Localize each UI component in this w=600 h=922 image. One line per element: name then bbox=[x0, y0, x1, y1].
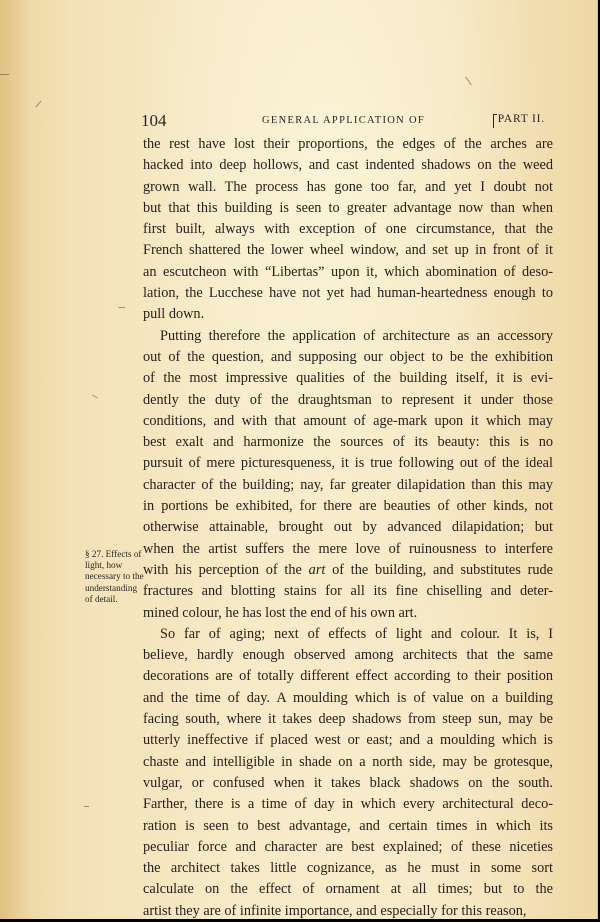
paragraph bbox=[143, 134, 553, 326]
text-line: pull down. bbox=[143, 306, 205, 323]
margin-mark bbox=[84, 806, 89, 807]
text-line: but that this building is seen to greater advantage now than when bbox=[143, 199, 553, 216]
running-head bbox=[141, 111, 545, 132]
text-line: calculate on the effect of ornament at all times; but to the bbox=[143, 881, 553, 898]
margin-mark bbox=[465, 77, 472, 86]
text-line: character of the building; nay, far greater dilapidation than this may bbox=[143, 476, 553, 493]
text-line: French shattered the lower wheel window, and set up in front of it bbox=[143, 242, 553, 259]
page-number: 104 bbox=[141, 111, 167, 130]
text-line: in portions be exhibited, for there are beauties of other kinds, not bbox=[143, 498, 553, 515]
text-line: with his perception of the art of the building, and substitutes rude bbox=[143, 561, 553, 578]
text-line: decorations are of totally different effect according to their position bbox=[143, 668, 553, 685]
text-line: and the time of day. A moulding which is of value on a building bbox=[143, 689, 553, 706]
text-line: dently the duty of the draughtsman to represent it under those bbox=[143, 391, 553, 408]
text-line: an escutcheon with “Libertas” upon it, which abomination of deso- bbox=[143, 263, 553, 280]
text-line: grown wall. The process has gone too far, and yet I doubt not bbox=[143, 178, 553, 195]
margin-mark bbox=[92, 395, 98, 399]
part-label: PART II. bbox=[497, 113, 545, 125]
text-line: otherwise attainable, brought out by advanced dilapidation; but bbox=[143, 519, 553, 536]
italic-word: art bbox=[308, 561, 326, 578]
margin-mark bbox=[118, 307, 125, 308]
text-line: believe, hardly enough observed among architects that the same bbox=[143, 647, 553, 664]
text-line: of the most impressive qualities of the building itself, it is evi- bbox=[143, 370, 553, 387]
text-line: fractures and blotting stains for all its fine chiselling and deter- bbox=[143, 583, 553, 600]
text-line: hacked into deep hollows, and cast indented shadows on the weed bbox=[143, 157, 553, 174]
paragraph bbox=[143, 624, 553, 922]
body-text bbox=[143, 134, 553, 922]
text-line: best exalt and harmonize the sources of its beauty: this is no bbox=[143, 434, 553, 451]
text-line: peculiar force and character are best explained; of these niceties bbox=[143, 838, 553, 855]
text-line: artist they are of infinite importance, and especially for this reason, bbox=[143, 902, 527, 919]
margin-mark bbox=[36, 101, 42, 108]
running-title: GENERAL APPLICATION OF bbox=[262, 115, 425, 126]
text-line: vulgar, or confused when it takes black shadows on the south. bbox=[143, 774, 553, 791]
text-line: Putting therefore the application of architecture as an accessory bbox=[160, 327, 553, 344]
text-line: the architect takes little cognizance, as he must in some sort bbox=[143, 860, 553, 877]
text-line: out of the question, and supposing our object to be the exhibition bbox=[143, 348, 553, 365]
text-line: pursuit of mere picturesqueness, it is true following out of the ideal bbox=[143, 455, 553, 472]
margin-mark bbox=[0, 74, 9, 75]
text-line: the rest have lost their proportions, the edges of the arches are bbox=[143, 136, 553, 152]
text-line: facing south, where it takes deep shadows from steep sun, may be bbox=[143, 711, 553, 728]
paragraph bbox=[143, 326, 553, 624]
page-edge-shading bbox=[0, 0, 30, 919]
text-line: Farther, there is a time of day in which every architectural deco- bbox=[143, 796, 553, 813]
text-line: mined colour, he has lost the end of his own art. bbox=[143, 604, 418, 621]
text-line: when the artist suffers the mere love of ruinousness to interfere bbox=[143, 540, 553, 557]
text-line: ration is seen to best advantage, and certain times in which its bbox=[143, 817, 553, 834]
text-line: So far of aging; next of effects of light and colour. It is, I bbox=[160, 625, 553, 642]
text-line: first built, always with exception of one circumstance, that the bbox=[143, 221, 553, 238]
marginal-sidenote: § 27. Effects of light, how necessary to the understanding of detail. bbox=[85, 549, 144, 604]
text-line: conditions, and with that amount of age-mark upon it which may bbox=[143, 412, 553, 429]
text-line: lation, the Lucchese have not yet had human-heartedness enough to bbox=[143, 285, 553, 302]
text-line: utterly ineffective if placed west or east; and a moulding which is bbox=[143, 732, 553, 749]
text-line: chaste and intelligible in shade on a north side, may be grotesque, bbox=[143, 753, 553, 770]
